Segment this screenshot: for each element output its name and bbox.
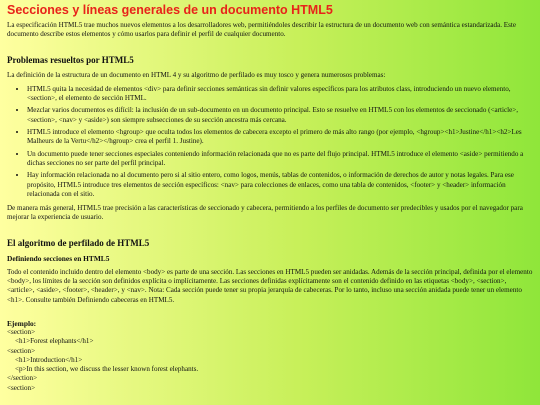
code-line: <section> <box>7 346 36 355</box>
list-item: • Mezclar varios documentos es difícil: la inclusión de un sub-documento en un documento principal. Esto se resuelve en HTML5 con los elementos de seccionado (<article>, <section>, <nav> y <aside>) son siempre subsecciones de su sección ancestra más cercana. <box>27 106 533 125</box>
code-line: <h1>Introduction</h1> <box>15 355 83 364</box>
problems-lead: La definición de la estructura de un documento en HTML 4 y su algoritmo de perfilado es muy tosco y genera numerosos problemas: <box>7 70 386 79</box>
sections-subheading: Definiendo secciones en HTML5 <box>7 253 110 263</box>
problems-heading: Problemas resueltos por HTML5 <box>7 54 134 65</box>
code-line: <section> <box>7 383 36 392</box>
code-example <box>7 328 533 393</box>
example-label: Ejemplo: <box>7 318 37 328</box>
list-item: • Hay información relacionada no al documento pero si al sitio entero, como logos, menús, tablas de contenidos, o información de derechos de autor y notas legales. Para ese propósito, HTML5 introduce tres elementos de sección específicos: <nav> para colecciones de enlaces, como una tabla de contenidos, <footer> y <header> información relacionada con el sitio. <box>27 171 533 199</box>
problems-list <box>7 85 533 199</box>
algorithm-paragraph: Todo el contenido incluido dentro del elemento <body> es parte de una sección. Las secciones en HTML5 pueden ser anidadas. Además de la sección principal, definida por el elemento <body>, los límites de la sección son definidos explícita o implícitamente. Las secciones definidas explícitamente son el contenido definido en las etiquetas <body>, <section>, <article>, <aside>, <footer>, <header>, y <nav>. Nota: Cada sección puede tener su propia jerarquía de cabeceras. Por lo tanto, incluso una sección anidada puede tener un elemento <h1>. Consulte también Definiendo cabeceras en HTML5. <box>7 267 533 304</box>
list-item: • HTML5 quita la necesidad de elementos <div> para definir secciones semánticas sin definir valores específicos para los atributos class, introduciendo un nuevo elemento, <section>, el elemento de sección HTML. <box>27 85 533 104</box>
list-item: • HTML5 introduce el elemento <hgroup> que oculta todos los elementos de cabecera excepto el primero de más alto rango (por ejemplo, <hgroup><h1>Justine</h1><h2>Les Malheurs de la Vertu</h2></hgroup> crea el perfil 1. Justine). <box>27 128 533 147</box>
problems-conclusion: De manera más general, HTML5 trae precisión a las características de seccionado y cabecera, permitiendo a los perfiles de documento ser predecibles y usados por el navegador para mejorar la experiencia de usuario. <box>7 204 523 222</box>
list-item: • Un documento puede tener secciones especiales conteniendo información relacionada que no es parte del flujo principal. HTML5 introduce el elemento <aside> permitiendo a dichas secciones no ser parte del perfil principal. <box>27 150 533 169</box>
page-title: Secciones y líneas generales de un documento HTML5 <box>7 3 333 17</box>
code-line: <h1>Forest elephants</h1> <box>15 337 94 346</box>
code-line: <p>In this section, we discuss the lesser known forest elephants. <box>15 365 199 374</box>
algorithm-heading: El algoritmo de perfilado de HTML5 <box>7 237 150 248</box>
code-line: <section> <box>7 327 36 336</box>
intro-paragraph: La especificación HTML5 trae muchos nuevos elementos a los desarrolladores web, permitiéndoles describir la estructura de un documento web con semántica estandarizada. Este documento describe estos elementos y cómo usarlos para definir el perfil de cualquier documento. <box>7 21 516 39</box>
code-line: </section> <box>7 374 38 383</box>
